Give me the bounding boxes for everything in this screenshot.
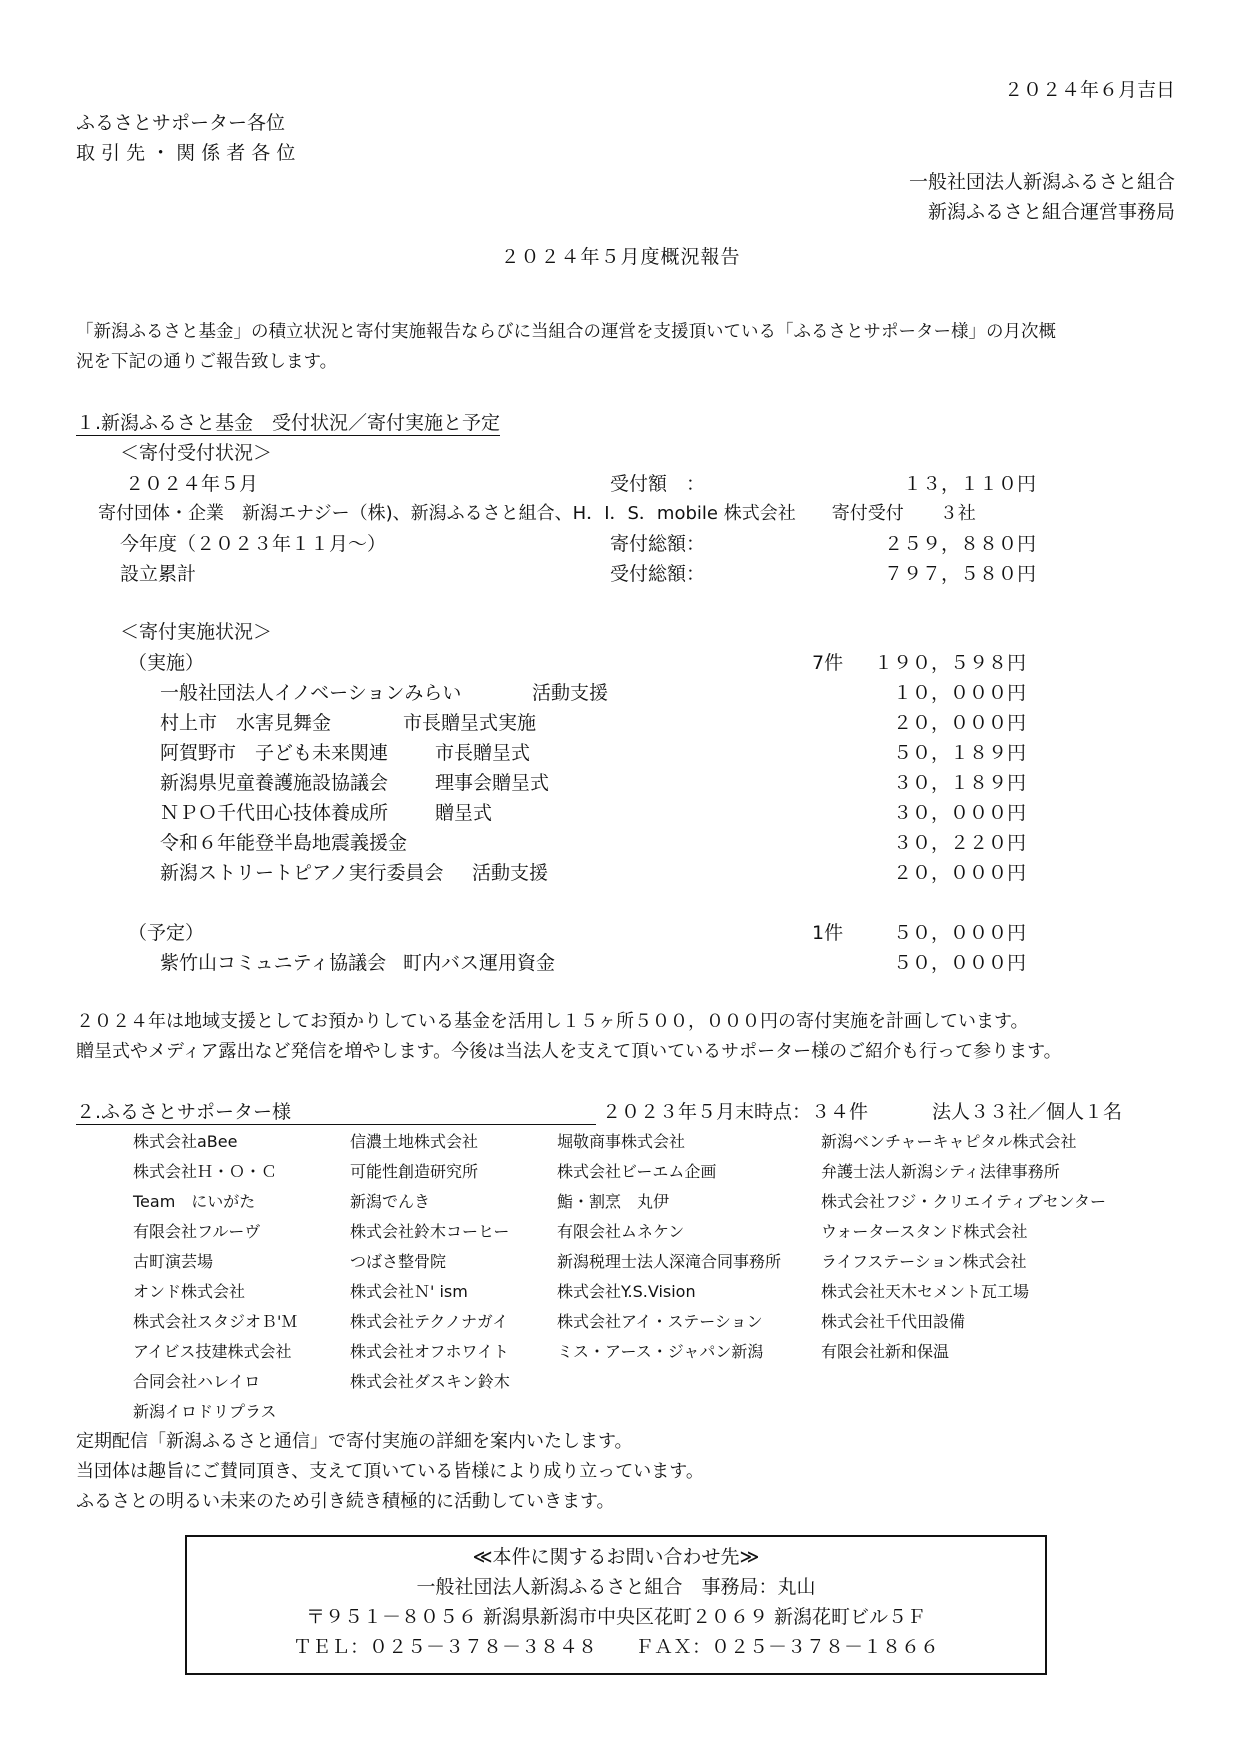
supporter-item: 新潟でんき [350,1192,431,1211]
supporter-item: 株式会社aBee [133,1132,238,1151]
supporter-count: ２０２３年５月末時点：３４件 [602,1101,869,1123]
fiscal-year-amount: ２５９，８８０円 [883,533,1036,555]
closing-line-1: 定期配信「新潟ふるさと通信」で寄付実施の詳細を案内いたします。 [76,1431,633,1452]
plan-note-line-2: 贈呈式やメディア露出など発信を増やします。今後は当法人を支えて頂いているサポーター様のご紹介も行って参ります。 [76,1041,1062,1062]
supporter-item: 株式会社Ｈ・Ｏ・Ｃ [133,1162,278,1181]
section1-heading: １.新潟ふるさと基金 受付状況／寄付実施と予定 [76,412,501,434]
plan-item-amount: ５０，０００円 [892,952,1026,974]
contact-address: 〒９５１－８０５６ 新潟県新潟市中央区花町２０６９ 新潟花町ビル５Ｆ [305,1606,927,1628]
supporter-item: 株式会社アイ・ステーション [557,1312,763,1331]
supporter-item: 可能性創造研究所 [350,1162,479,1181]
supporter-item: 株式会社千代田設備 [821,1312,966,1331]
supporter-breakdown: 法人３３社／個人１名 [932,1101,1123,1123]
supporter-item: 堀敬商事株式会社 [557,1132,686,1151]
cumulative-label: 設立累計 [120,563,197,585]
contact-heading: ≪本件に関するお問い合わせ先≫ [472,1546,760,1568]
supporter-item: 株式会社天木セメント瓦工場 [821,1282,1030,1301]
done-item-name: 一般社団法人イノベーションみらい [160,682,462,704]
supporter-item: 有限会社フルーヴ [133,1222,261,1241]
intro-line-2: 況を下記の通りご報告致します。 [76,352,338,372]
supporter-item: 信濃土地株式会社 [350,1132,479,1151]
document-date: ２０２４年６月吉日 [1003,79,1175,101]
done-item-purpose: 活動支援 [472,862,549,884]
month-amount-label: 受付額 ： [610,473,706,495]
supporter-item: 古町演芸場 [133,1252,214,1271]
supporter-item: 株式会社フジ・クリエイティブセンター [821,1192,1106,1211]
intro-line-1: 「新潟ふるさと基金」の積立状況と寄付実施報告ならびに当組合の運営を支援頂いている「ふるさとサポーター様」の月次概 [76,322,1056,342]
supporter-item: 株式会社オフホワイト [350,1342,510,1361]
closing-line-3: ふるさとの明るい未来のため引き続き積極的に活動していきます。 [76,1491,615,1512]
cumulative-amount: ７９７，５８０円 [883,563,1036,585]
closing-line-2: 当団体は趣旨にご賛同頂き、支えて頂いている皆様により成り立っています。 [76,1461,704,1482]
supporter-item: 有限会社ムネケン [557,1222,685,1241]
done-item-name: 村上市 水害見舞金 [160,712,332,734]
done-item-amount: ３０，１８９円 [892,772,1026,794]
supporter-item: 株式会社スタジオＢ'Ｍ [133,1312,298,1331]
done-item-name: 阿賀野市 子ども未来関連 [160,742,389,764]
plan-total: ５０，０００円 [892,922,1026,944]
supporter-item: 新潟イロドリプラス [133,1402,277,1421]
recipient-line-2: 取 引 先 ・ 関 係 者 各 位 [76,142,296,164]
cumulative-amount-label: 受付総額： [610,563,706,585]
supporter-item: つばさ整骨院 [350,1252,447,1271]
supporter-item: 株式会社ダスキン鈴木 [350,1372,510,1391]
done-item-purpose: 活動支援 [532,682,609,704]
supporter-item: 新潟ベンチャーキャピタル株式会社 [821,1132,1077,1151]
supporter-item: アイビス技建株式会社 [133,1342,292,1361]
recipient-line-1: ふるさとサポーター各位 [76,112,286,134]
supporter-item: 有限会社新和保温 [821,1342,950,1361]
implementation-subheading: ＜寄付実施状況＞ [120,621,273,643]
supporter-item: 新潟税理士法人深滝合同事務所 [557,1252,782,1271]
supporter-item: ミス・アース・ジャパン新潟 [557,1342,764,1361]
done-item-name: ＮＰＯ千代田心技体養成所 [160,802,389,824]
section2-heading: ２.ふるさとサポーター様 [76,1101,292,1123]
done-item-amount: ２０，０００円 [892,862,1026,884]
supporter-item: 弁護士法人新潟シティ法律事務所 [821,1162,1060,1181]
done-item-purpose: 理事会贈呈式 [435,772,550,794]
done-item-name: 新潟ストリートピアノ実行委員会 [160,862,444,884]
donors-line: 寄付団体・企業 新潟エナジー（株)、新潟ふるさと組合、H．I．S．mobile 株式会社 寄付受付 ３社 [98,503,976,524]
supporter-item: 株式会社鈴木コーヒー [350,1222,510,1241]
supporter-item: 株式会社Y.S.Vision [557,1282,696,1301]
month-label: ２０２４年５月 [125,473,259,495]
contact-box [185,1535,1047,1675]
done-item-name: 令和６年能登半島地震義援金 [160,832,408,854]
report-title: ２０２４年５月度概況報告 [500,246,741,268]
supporter-item: ライフステーション株式会社 [821,1252,1027,1271]
supporter-item: 鮨・割烹 丸伊 [557,1192,670,1211]
supporter-item: 株式会社テクノナガイ [350,1312,509,1331]
plan-note-line-1: ２０２４年は地域支援としてお預かりしている基金を活用し１５ヶ所５００，０００円の寄付実施を計画しています。 [76,1011,1029,1032]
supporter-item: 株式会社Ｎ' ism [350,1282,468,1301]
receipt-subheading: ＜寄付受付状況＞ [120,442,273,464]
done-item-purpose: 市長贈呈式実施 [403,712,537,734]
fiscal-year-label: 今年度（２０２３年１１月～） [120,533,387,555]
section2-underline [76,1124,596,1125]
plan-item-purpose: 町内バス運用資金 [403,952,556,974]
done-item-amount: ３０，０００円 [892,802,1026,824]
contact-organization: 一般社団法人新潟ふるさと組合 事務局：丸山 [416,1576,816,1598]
supporter-item: ウォータースタンド株式会社 [821,1222,1028,1241]
contact-tel-fax: ＴＥＬ：０２５－３７８－３８４８ ＦＡＸ：０２５－３７８－１８６６ [292,1636,939,1658]
done-item-amount: ２０，０００円 [892,712,1026,734]
plan-item-name: 紫竹山コミュニティ協議会 [160,952,387,974]
done-item-purpose: 市長贈呈式 [435,742,531,764]
plan-count: 1件 [812,922,844,944]
sender-line-2: 新潟ふるさと組合運営事務局 [927,201,1175,223]
plan-label: （予定） [128,922,205,944]
supporter-item: オンド株式会社 [133,1282,246,1301]
fiscal-year-amount-label: 寄付総額： [610,533,706,555]
supporter-item: 株式会社ビーエム企画 [557,1162,717,1181]
supporter-item: Team にいがた [133,1192,256,1211]
supporter-item: 合同会社ハレイロ [133,1372,261,1391]
month-amount: １３，１１０円 [902,473,1036,495]
done-item-name: 新潟県児童養護施設協議会 [160,772,389,794]
done-count: 7件 [812,652,844,674]
done-total: １９０，５９８円 [873,652,1026,674]
done-item-amount: ５０，１８９円 [892,742,1026,764]
done-item-amount: ３０，２２０円 [892,832,1026,854]
sender-line-1: 一般社団法人新潟ふるさと組合 [908,171,1175,193]
done-label: （実施） [128,652,205,674]
done-item-amount: １０，０００円 [892,682,1026,704]
done-item-purpose: 贈呈式 [435,802,493,824]
